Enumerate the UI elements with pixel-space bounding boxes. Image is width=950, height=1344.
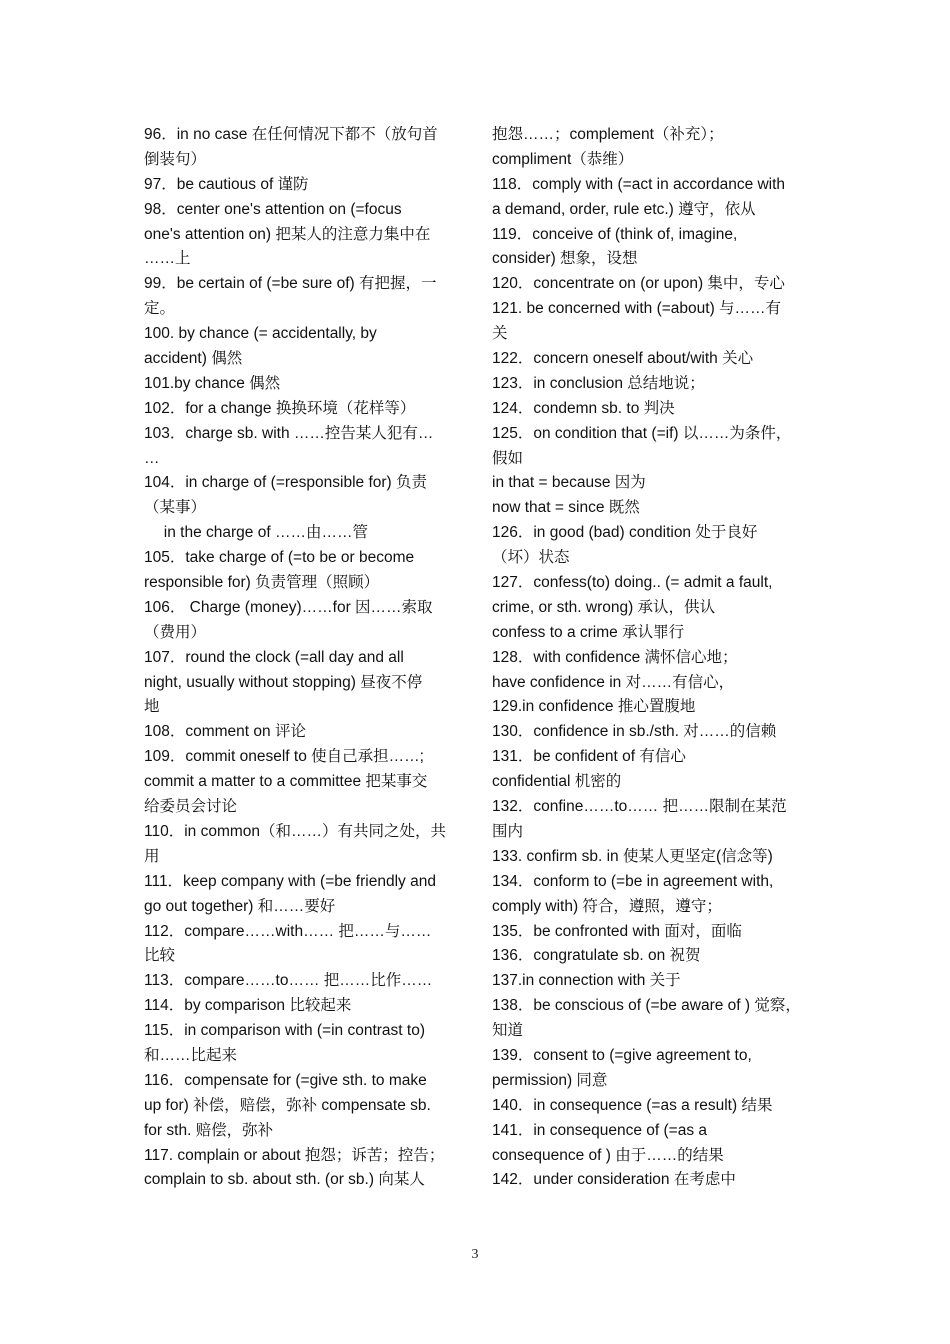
- left-column-line: 105．take charge of (=to be or become: [144, 549, 415, 567]
- left-column-line: 和……比起来: [144, 1046, 238, 1064]
- right-column-line: 118．comply with (=act in accordance with: [492, 175, 786, 193]
- right-column-line: 假如: [492, 449, 524, 467]
- left-column-line: 111．keep company with (=be friendly and: [144, 872, 436, 890]
- right-column-line: 知道: [492, 1022, 524, 1040]
- right-column-line: 135．be confronted with 面对，面临: [492, 922, 742, 940]
- left-column-line: …: [144, 449, 160, 467]
- left-column-line: 比较: [144, 947, 176, 965]
- right-column-line: （坏）状态: [492, 549, 570, 567]
- right-column-line: 123．in conclusion 总结地说；: [492, 374, 705, 392]
- left-column-line: 113．compare……to…… 把……比作……: [144, 972, 433, 990]
- left-column-line: accident) 偶然: [144, 350, 243, 368]
- left-column-line: in the charge of ……由……管: [144, 524, 368, 542]
- left-column-line: 102．for a change 换换环境（花样等）: [144, 399, 416, 417]
- right-column-line: 139．consent to (=give agreement to,: [492, 1046, 752, 1064]
- left-column-line: 98．center one's attention on (=focus: [144, 200, 402, 218]
- left-column-line: 给委员会讨论: [144, 798, 238, 816]
- left-column-line: 117. complain or about 抱怨；诉苦；控告；: [144, 1146, 445, 1164]
- left-column-line: （某事）: [144, 499, 207, 517]
- right-column-line: compliment（恭维）: [492, 150, 634, 168]
- right-column-line: 141．in consequence of (=as a: [492, 1121, 707, 1139]
- left-column-line: 定。: [144, 300, 176, 318]
- left-column-line: 116．compensate for (=give sth. to make: [144, 1071, 427, 1089]
- left-column-line: up for) 补偿，赔偿，弥补 compensate sb.: [144, 1096, 431, 1114]
- right-column-line: 127．confess(to) doing.. (= admit a fault,: [492, 574, 773, 592]
- right-column-line: 140．in consequence (=as a result) 结果: [492, 1096, 773, 1114]
- right-column-line: 抱怨……；complement（补充）；: [492, 126, 724, 143]
- right-column-line: 关: [492, 325, 508, 343]
- right-column-line: comply with) 符合，遵照，遵守；: [492, 897, 722, 915]
- left-column-line: night, usually without stopping) 昼夜不停: [144, 673, 423, 691]
- left-column-line: 用: [144, 847, 160, 865]
- left-column-line: 104．in charge of (=responsible for) 负责: [144, 474, 428, 492]
- left-column-line: 114．by comparison 比较起来: [144, 997, 352, 1015]
- right-column-line: 124．condemn sb. to 判决: [492, 399, 675, 417]
- left-column-line: 110．in common（和……）有共同之处，共: [144, 822, 447, 840]
- left-column-line: go out together) 和……要好: [144, 897, 336, 915]
- right-column-line: 136．congratulate sb. on 祝贺: [492, 947, 701, 965]
- right-column-line: 130．confidence in sb./sth. 对……的信赖: [492, 723, 777, 741]
- right-column-line: 133. confirm sb. in 使某人更坚定(信念等): [492, 847, 773, 865]
- right-column-line: have confidence in 对……有信心，: [492, 673, 735, 691]
- left-column-line: for sth. 赔偿，弥补: [144, 1121, 274, 1139]
- left-column-line: commit a matter to a committee 把某事交: [144, 773, 428, 791]
- left-column-line: 100. by chance (= accidentally, by: [144, 325, 377, 343]
- right-column-line: 129.in confidence 推心置腹地: [492, 698, 696, 716]
- left-column-line: 99．be certain of (=be sure of) 有把握，一: [144, 275, 437, 293]
- right-column: [492, 123, 818, 1193]
- left-column-line: （费用）: [144, 623, 207, 641]
- right-column-line: 121. be concerned with (=about) 与……有: [492, 300, 782, 318]
- right-column-line: 122．concern oneself about/with 关心: [492, 350, 754, 368]
- right-column-line: 132．confine……to…… 把……限制在某范: [492, 798, 787, 816]
- left-column-line: 倒装句）: [144, 150, 207, 168]
- right-column-line: in that = because 因为: [492, 474, 646, 492]
- page-number: 3: [471, 1247, 479, 1262]
- right-column-line: 125．on condition that (=if) 以……为条件，: [492, 424, 792, 442]
- left-column-line: 96．in no case 在任何情况下都不（放句首: [144, 126, 438, 143]
- right-column-line: 137.in connection with 关于: [492, 972, 681, 990]
- right-column-line: now that = since 既然: [492, 499, 640, 517]
- right-column-line: 119．conceive of (think of, imagine,: [492, 225, 738, 243]
- left-column-line: 103．charge sb. with ……控告某人犯有…: [144, 424, 434, 442]
- right-column-line: permission) 同意: [492, 1071, 608, 1089]
- left-column-line: 108．comment on 评论: [144, 723, 306, 741]
- left-column-line: 地: [144, 698, 160, 716]
- right-column-line: 134．conform to (=be in agreement with,: [492, 872, 774, 890]
- right-column-line: confidential 机密的: [492, 773, 622, 791]
- right-column-line: 138．be conscious of (=be aware of ) 觉察，: [492, 997, 801, 1015]
- left-column-line: 107．round the clock (=all day and all: [144, 648, 404, 666]
- right-column-line: a demand, order, rule etc.) 遵守，依从: [492, 200, 756, 218]
- left-column-line: 97．be cautious of 谨防: [144, 175, 309, 193]
- right-column-line: consequence of ) 由于……的结果: [492, 1146, 724, 1164]
- left-column-line: 115．in comparison with (=in contrast to): [144, 1022, 425, 1040]
- left-column-line: 112．compare……with…… 把……与……: [144, 922, 432, 940]
- left-column-line: ……上: [144, 250, 191, 268]
- left-column-line: complain to sb. about sth. (or sb.) 向某人: [144, 1171, 425, 1189]
- right-column-line: crime, or sth. wrong) 承认，供认: [492, 598, 716, 616]
- right-column-line: 126．in good (bad) condition 处于良好: [492, 524, 758, 542]
- left-column-line: 101.by chance 偶然: [144, 374, 281, 392]
- right-column-line: 120．concentrate on (or upon) 集中，专心: [492, 275, 785, 293]
- right-column-line: 131．be confident of 有信心: [492, 748, 686, 766]
- right-column-line: 128．with confidence 满怀信心地；: [492, 648, 738, 666]
- right-column-line: 围内: [492, 822, 524, 840]
- left-column-line: responsible for) 负责管理（照顾）: [144, 574, 380, 592]
- right-column-line: 142．under consideration 在考虑中: [492, 1171, 736, 1189]
- left-column-line: 109．commit oneself to 使自己承担……;: [144, 748, 424, 766]
- left-column-line: 106． Charge (money)……for 因……索取: [144, 598, 433, 616]
- right-column-line: confess to a crime 承认罪行: [492, 623, 685, 641]
- right-column-line: consider) 想象，设想: [492, 250, 638, 268]
- left-column: [144, 123, 464, 1193]
- left-column-line: one's attention on) 把某人的注意力集中在: [144, 225, 431, 243]
